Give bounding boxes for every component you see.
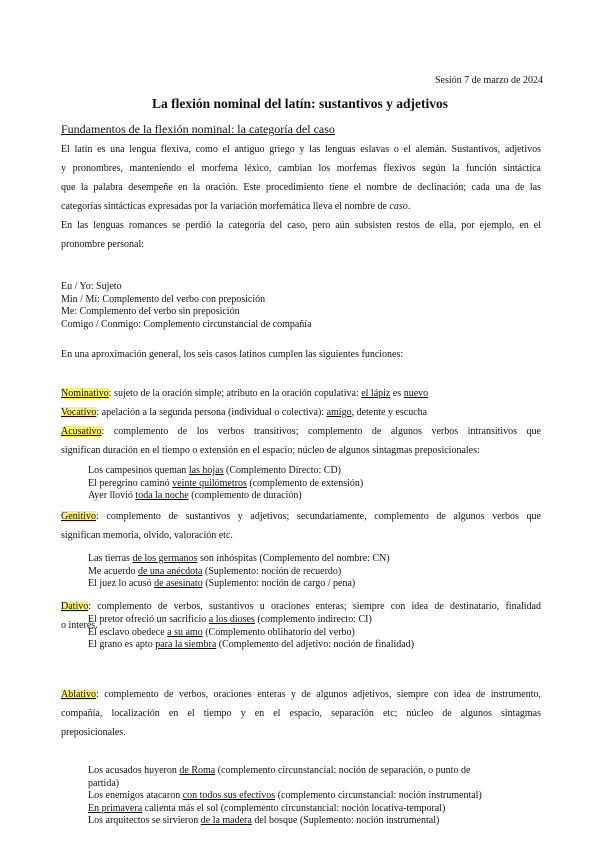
case-vocativo: Vocativo: apelación a la segunda persona (individual o colectiva): amigo, detente y escucha [61,407,428,418]
intro-line: En las lenguas romances se perdió la categoría del caso, pero aún subsisten restos de ella, por ejemplo, en el [61,220,541,231]
example-line: El grano es apto para la siembra (Complemento del adjetivo: noción de finalidad) [88,639,415,650]
pronoun-list [61,281,541,331]
example-line: El peregrino caminó veinte quilómetros (complemento de extensión) [88,477,364,489]
example-line: Los enemigos atacaron con todos sus efectivos (complemento circunstancial: noción instrumental) [88,790,482,801]
case-label: Acusativo [61,426,102,437]
overview-text: En una aproximación general, los seis casos latinos cumplen las siguientes funciones: [61,349,404,360]
example-line: Ayer llovió toda la noche (complemento de duración) [88,490,302,501]
example-line: En primavera calienta más el sol (complemento circunstancial: noción locativa-temporal) [88,802,446,814]
example-line: El juez lo acusó de asesinato (Suplemento: noción de cargo / pena) [88,578,356,589]
list-item: Me: Complemento del verbo sin preposición [61,306,240,317]
case-label: Dativo [61,601,89,612]
case-label: Vocativo [61,407,97,418]
case-acusativo: Acusativo: complemento de los verbos transitivos; complemento de algunos verbos intransitivos que significan duración en el tiempo o extensión en el espacio; núcleo de algunos sintagmas preposicionales: [61,426,541,456]
case-dativo: Dativo: complemento de verbos, sustantivos u oraciones enteras; siempre con idea de destinatario, finalidad o interés. [61,601,541,631]
case-genitivo: Genitivo: complemento de sustantivos y adjetivos; secundariamente, complemento de algunos verbos que significan memoria, olvido, valoración etc. [61,511,541,541]
example-line: Los arquitectos se sirvieron de la madera del bosque (Suplemento: noción instrumental) [88,815,440,826]
list-item: Eu / Yo: Sujeto [61,281,122,292]
session-date: Sesión 7 de marzo de 2024 [434,75,543,86]
ablativo-examples [88,765,538,828]
intro-line: y pronombres, manteniendo el morfema léxico, cambian los morfemas flexivos según la función sintáctica [61,163,541,174]
example-line: El pretor ofreció un sacrificio a los dioses (complemento indirecto: CI) [88,614,372,625]
intro-line: El latín es una lengua flexiva, como el antiguo griego y las lenguas eslavas o el alemán. Sustantivos, adjetivos [61,144,541,155]
intro-line: que la palabra desempeñe en la oración. Este procedimiento tiene el nombre de declinación; cada una de las [61,182,541,193]
case-label: Genitivo [61,511,96,522]
section-heading: Fundamentos de la flexión nominal: la categoría del caso [61,122,335,136]
example-line: partida) [88,777,120,789]
case-ablativo: Ablativo: complemento de verbos, oraciones enteras y de algunos adjetivos, siempre con idea de instrumento, compañía, localización en el tiempo y en el espacio, separación etc; núcleo de algunos sintagmas preposicionales. [61,689,541,738]
page-title: La flexión nominal del latín: sustantivos y adjetivos [152,96,448,111]
intro-paragraph [61,140,541,254]
term-caso: caso [389,201,408,212]
case-label: Ablativo [61,689,96,700]
example-line: Las tierras de los germanos son inhóspitas (Complemento del nombre: CN) [88,553,390,564]
case-nominativo: Nominativo: sujeto de la oración simple; atributo en la oración copulativa: el lápiz es nuevo [61,388,429,399]
example-line: Los acusados huyeron de Roma (complemento circunstancial: noción de separación, o punto de [88,765,471,776]
example-line: Me acuerdo de una anécdota (Suplemento: noción de recuerdo) [88,565,342,577]
intro-line: pronombre personal: [61,239,145,250]
acusativo-examples [88,465,538,503]
example-line: Los campesinos queman las hojas (Complemento Directo: CD) [88,465,342,476]
dativo-examples [88,614,538,652]
list-item: Comigo / Conmigo: Complemento circunstancial de compañía [61,318,312,330]
genitivo-examples [88,553,538,591]
list-item: Min / Mí: Complemento del verbo con preposición [61,293,266,305]
case-label: Nominativo [61,388,109,399]
intro-line: categorías sintácticas expresadas por la variación morfemática lleva el nombre de caso. [61,201,411,212]
example-line: El esclavo obedece a su amo (Complemento oblihatorio del verbo) [88,626,355,638]
